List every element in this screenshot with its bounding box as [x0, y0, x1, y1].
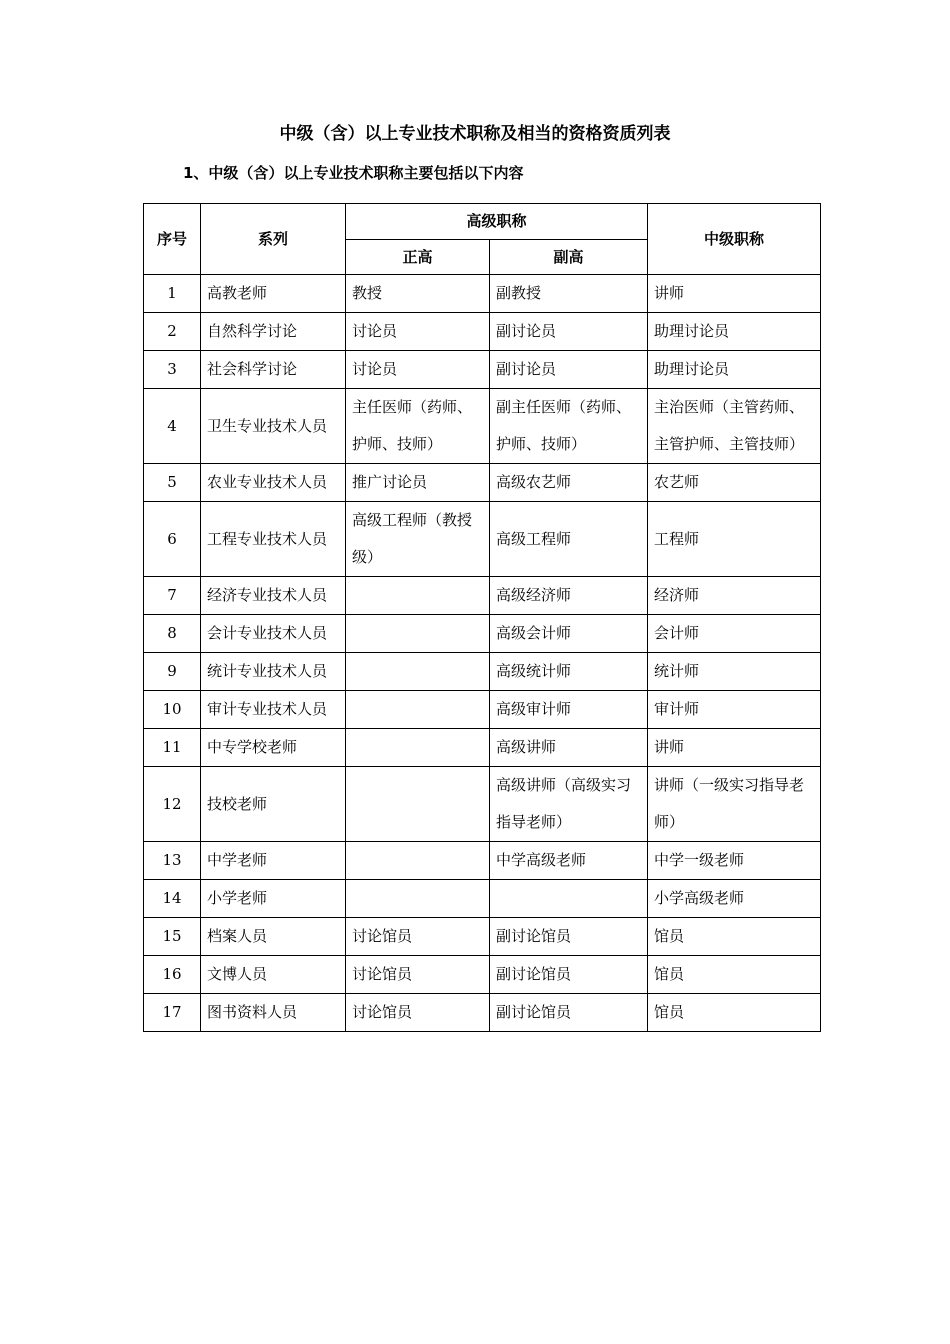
cell-intermediate: 中学一级老师 [648, 842, 821, 880]
table-row [144, 313, 821, 351]
cell-vice-senior: 副教授 [490, 275, 648, 313]
cell-series: 小学老师 [201, 880, 346, 918]
cell-vice-senior: 高级讲师 [490, 729, 648, 767]
cell-full-senior: 高级工程师（教授级） [346, 502, 490, 577]
cell-seq: 1 [144, 275, 201, 313]
cell-seq: 6 [144, 502, 201, 577]
table-row [144, 729, 821, 767]
table-row [144, 615, 821, 653]
cell-intermediate: 农艺师 [648, 464, 821, 502]
table-row [144, 502, 821, 577]
cell-seq: 10 [144, 691, 201, 729]
table-row [144, 956, 821, 994]
table-row [144, 275, 821, 313]
cell-vice-senior: 副主任医师（药师、护师、技师） [490, 389, 648, 464]
cell-intermediate: 主治医师（主管药师、主管护师、主管技师） [648, 389, 821, 464]
cell-intermediate: 助理讨论员 [648, 351, 821, 389]
cell-seq: 3 [144, 351, 201, 389]
cell-full-senior: 讨论馆员 [346, 994, 490, 1032]
cell-full-senior [346, 729, 490, 767]
cell-seq: 7 [144, 577, 201, 615]
cell-vice-senior: 副讨论员 [490, 351, 648, 389]
section-heading: 1、中级（含）以上专业技术职称主要包括以下内容 [183, 164, 524, 182]
cell-intermediate: 会计师 [648, 615, 821, 653]
table-row [144, 653, 821, 691]
cell-vice-senior: 副讨论馆员 [490, 994, 648, 1032]
cell-series: 会计专业技术人员 [201, 615, 346, 653]
cell-series: 中专学校老师 [201, 729, 346, 767]
cell-seq: 5 [144, 464, 201, 502]
cell-seq: 15 [144, 918, 201, 956]
cell-intermediate: 馆员 [648, 918, 821, 956]
cell-full-senior [346, 691, 490, 729]
table-row [144, 389, 821, 464]
cell-intermediate: 审计师 [648, 691, 821, 729]
cell-vice-senior: 副讨论馆员 [490, 956, 648, 994]
header-vice-senior: 副高 [490, 239, 648, 275]
header-seq: 序号 [144, 204, 201, 275]
table-row [144, 577, 821, 615]
table-row [144, 842, 821, 880]
cell-full-senior [346, 653, 490, 691]
header-intermediate: 中级职称 [648, 204, 821, 275]
table-header-row [144, 204, 821, 240]
table-row [144, 767, 821, 842]
cell-full-senior: 讨论员 [346, 351, 490, 389]
cell-full-senior: 推广讨论员 [346, 464, 490, 502]
cell-intermediate: 统计师 [648, 653, 821, 691]
cell-full-senior: 教授 [346, 275, 490, 313]
cell-intermediate: 经济师 [648, 577, 821, 615]
cell-vice-senior [490, 880, 648, 918]
cell-series: 经济专业技术人员 [201, 577, 346, 615]
cell-seq: 9 [144, 653, 201, 691]
qualification-table [143, 203, 821, 1032]
cell-seq: 12 [144, 767, 201, 842]
cell-series: 社会科学讨论 [201, 351, 346, 389]
cell-intermediate: 馆员 [648, 956, 821, 994]
cell-series: 档案人员 [201, 918, 346, 956]
cell-vice-senior: 副讨论员 [490, 313, 648, 351]
cell-seq: 8 [144, 615, 201, 653]
cell-seq: 16 [144, 956, 201, 994]
header-senior: 高级职称 [346, 204, 648, 240]
cell-full-senior [346, 767, 490, 842]
cell-series: 审计专业技术人员 [201, 691, 346, 729]
cell-full-senior [346, 880, 490, 918]
cell-intermediate: 小学高级老师 [648, 880, 821, 918]
cell-series: 农业专业技术人员 [201, 464, 346, 502]
cell-full-senior: 讨论员 [346, 313, 490, 351]
cell-seq: 11 [144, 729, 201, 767]
cell-seq: 17 [144, 994, 201, 1032]
cell-intermediate: 助理讨论员 [648, 313, 821, 351]
cell-vice-senior: 高级统计师 [490, 653, 648, 691]
cell-full-senior: 讨论馆员 [346, 918, 490, 956]
table-body [144, 275, 821, 1032]
cell-vice-senior: 高级农艺师 [490, 464, 648, 502]
cell-vice-senior: 高级审计师 [490, 691, 648, 729]
cell-vice-senior: 高级讲师（高级实习指导老师） [490, 767, 648, 842]
cell-vice-senior: 中学高级老师 [490, 842, 648, 880]
cell-full-senior [346, 577, 490, 615]
cell-series: 中学老师 [201, 842, 346, 880]
cell-intermediate: 馆员 [648, 994, 821, 1032]
table-row [144, 994, 821, 1032]
cell-series: 图书资料人员 [201, 994, 346, 1032]
header-full-senior: 正高 [346, 239, 490, 275]
cell-series: 卫生专业技术人员 [201, 389, 346, 464]
table-row [144, 351, 821, 389]
header-series: 系列 [201, 204, 346, 275]
cell-full-senior: 讨论馆员 [346, 956, 490, 994]
cell-series: 工程专业技术人员 [201, 502, 346, 577]
cell-seq: 2 [144, 313, 201, 351]
cell-vice-senior: 高级工程师 [490, 502, 648, 577]
cell-series: 统计专业技术人员 [201, 653, 346, 691]
cell-series: 自然科学讨论 [201, 313, 346, 351]
cell-full-senior [346, 615, 490, 653]
cell-full-senior [346, 842, 490, 880]
cell-seq: 4 [144, 389, 201, 464]
cell-full-senior: 主任医师（药师、护师、技师） [346, 389, 490, 464]
table-row [144, 880, 821, 918]
cell-intermediate: 工程师 [648, 502, 821, 577]
cell-series: 高教老师 [201, 275, 346, 313]
table-row [144, 691, 821, 729]
cell-seq: 13 [144, 842, 201, 880]
cell-series: 技校老师 [201, 767, 346, 842]
cell-intermediate: 讲师（一级实习指导老师） [648, 767, 821, 842]
cell-series: 文博人员 [201, 956, 346, 994]
cell-intermediate: 讲师 [648, 275, 821, 313]
page-title: 中级（含）以上专业技术职称及相当的资格资质列表 [279, 124, 671, 144]
cell-seq: 14 [144, 880, 201, 918]
table-row [144, 918, 821, 956]
cell-vice-senior: 副讨论馆员 [490, 918, 648, 956]
table-row [144, 464, 821, 502]
cell-intermediate: 讲师 [648, 729, 821, 767]
cell-vice-senior: 高级会计师 [490, 615, 648, 653]
cell-vice-senior: 高级经济师 [490, 577, 648, 615]
